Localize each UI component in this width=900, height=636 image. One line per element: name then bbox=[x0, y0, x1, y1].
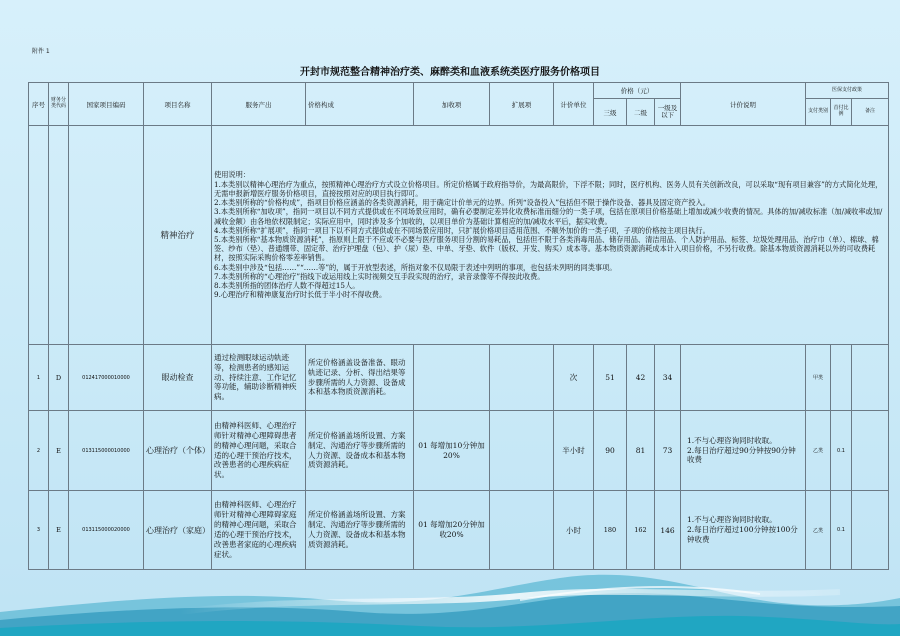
row-finance-code: E bbox=[49, 411, 69, 491]
row-seq: 1 bbox=[29, 345, 49, 411]
price-note-line: 1.不与心理咨询同时收取。 bbox=[687, 435, 777, 445]
col-header-seq: 序号 bbox=[29, 83, 49, 126]
row-finance-code: E bbox=[49, 491, 69, 570]
row-level2-price: 81 bbox=[627, 411, 655, 491]
row-self-ratio: 0.1 bbox=[831, 491, 852, 570]
col-header-level2: 二级 bbox=[627, 99, 655, 126]
category-notes bbox=[212, 126, 889, 345]
row-item-name: 心理治疗（家庭） bbox=[144, 491, 212, 570]
note-line: 5.本类别所称“基本物质资源消耗”，指原则上限于不应或不必要与医疗服务项目分割的易耗品，包括但不限于各类消毒用品、储存用品、清洁用品、个人防护用品、标签、垃圾处理用品、治疗巾（单）、棉球、棉签、纱布（垫）、普通绷带、固定带、治疗护理盘（包）、护（尿）垫、中单、牙垫、软件（版权、开发、购买）成本等。基本物质资源消耗成本计入项目价格，不另行收费。除基本物质资源消耗以外的可收费耗材，按照实际采购价格零差率销售。 bbox=[214, 235, 879, 263]
col-header-item-name: 项目名称 bbox=[144, 83, 212, 126]
row-item-name: 眼动检查 bbox=[144, 345, 212, 411]
note-line: 6.本类别中涉及“包括……”“……等”的，属于开放型表述，所指对象不仅局限于表述中列明的事项，也包括未列明的同类事项。 bbox=[214, 262, 617, 272]
col-header-unit: 计价单位 bbox=[554, 83, 594, 126]
row-self-ratio bbox=[831, 345, 852, 411]
row-level2-price: 162 bbox=[627, 491, 655, 570]
row-price-composition: 所定价格涵盖场所设置、方案制定、沟通治疗等步骤所需的人力资源、设备成本和基本物质资源消耗。 bbox=[306, 411, 414, 491]
note-line: 7.本类别所称的“心理治疗”指线下或运用线上实时视频交互手段实现的治疗，录音录像等不得按此收费。 bbox=[214, 271, 545, 281]
row-level2-price: 42 bbox=[627, 345, 655, 411]
row-national-code: 013115000010000 bbox=[69, 411, 144, 491]
row-addon: 01 每增加10分钟加20% bbox=[414, 411, 490, 491]
row-level1-price: 73 bbox=[655, 411, 681, 491]
table-row bbox=[29, 411, 889, 491]
row-level3-price: 180 bbox=[594, 491, 627, 570]
col-header-price-composition: 价格构成 bbox=[306, 83, 414, 126]
note-line: 8.本类别所指的团体治疗人数不得超过15人。 bbox=[214, 281, 360, 291]
row-extension bbox=[490, 491, 554, 570]
note-line: 使用说明： bbox=[214, 170, 250, 180]
col-header-service-output: 服务产出 bbox=[212, 83, 306, 126]
row-pay-category: 甲类 bbox=[806, 345, 831, 411]
col-header-remark: 备注 bbox=[852, 99, 889, 126]
col-header-national-code: 国家项目编码 bbox=[69, 83, 144, 126]
row-unit: 小时 bbox=[554, 491, 594, 570]
row-price-note bbox=[681, 491, 806, 570]
row-remark bbox=[852, 345, 889, 411]
row-level1-price: 34 bbox=[655, 345, 681, 411]
row-price-note bbox=[681, 345, 806, 411]
price-table bbox=[28, 82, 889, 570]
col-header-price-note: 计价说明 bbox=[681, 83, 806, 126]
note-line: 1.本类别以精神心理治疗为重点，按照精神心理治疗方式设立价格项目。所定价格属于政府指导价，为最高限价，下浮不限；同时，医疗机构、医务人员有关创新改良，可以采取“现有项目兼容”的方式简化处理，无需申报新增医疗服务价格项目，直接按照对应的项目执行即可。 bbox=[214, 179, 883, 198]
note-line: 4.本类别所称“扩展项”，指同一项目下以不同方式提供或在不同场景应用时，只扩展价格项目适用范围、不额外加价的一类子项，子项的价格按主项目执行。 bbox=[214, 225, 710, 235]
row-extension bbox=[490, 411, 554, 491]
row-item-name: 心理治疗（个体） bbox=[144, 411, 212, 491]
row-price-composition: 所定价格涵盖场所设置、方案制定、沟通治疗等步骤所需的人力资源、设备成本和基本物质资源消耗。 bbox=[306, 491, 414, 570]
row-level3-price: 90 bbox=[594, 411, 627, 491]
price-note-line: 2.每日治疗超过90分钟按90分钟收费 bbox=[687, 445, 796, 465]
price-note-line: 2.每日治疗超过100分钟按100分钟收费 bbox=[687, 525, 798, 544]
row-addon: 01 每增加20分钟加收20% bbox=[414, 491, 490, 570]
col-header-extension: 扩展项 bbox=[490, 83, 554, 126]
category-row bbox=[29, 126, 889, 345]
row-seq: 2 bbox=[29, 411, 49, 491]
col-header-self-ratio: 首付比例 bbox=[831, 99, 852, 126]
row-service-output: 通过检测眼球运动轨迹等，检测患者的感知运动、持续注意、工作记忆等功能，辅助诊断精神疾病。 bbox=[212, 345, 306, 411]
row-self-ratio: 0.1 bbox=[831, 411, 852, 491]
attachment-label: 附件 1 bbox=[32, 48, 50, 55]
row-national-code: 013115000020000 bbox=[69, 491, 144, 570]
col-header-level1: 一级及以下 bbox=[655, 99, 681, 126]
row-price-composition: 所定价格涵盖设备准备、眼动轨迹记录、分析、得出结果等步骤所需的人力资源、设备成本和基本物质资源消耗。 bbox=[306, 345, 414, 411]
row-national-code: 012417000010000 bbox=[69, 345, 144, 411]
note-line: 2.本类别所称的“价格构成”，指项目价格应涵盖的各类资源消耗，用于确定计价单元的边界。所列“设备投入”包括但不限于操作设备、器具及固定资产投入。 bbox=[214, 198, 710, 208]
note-line: 9.心理治疗和精神康复治疗时长低于半小时不得收费。 bbox=[214, 290, 387, 300]
col-header-level3: 三级 bbox=[594, 99, 627, 126]
row-price-note bbox=[681, 411, 806, 491]
header-row-1 bbox=[29, 83, 889, 99]
row-pay-category: 乙类 bbox=[806, 411, 831, 491]
col-header-addon: 加收项 bbox=[414, 83, 490, 126]
row-unit: 半小时 bbox=[554, 411, 594, 491]
row-addon bbox=[414, 345, 490, 411]
table-row bbox=[29, 345, 889, 411]
row-extension bbox=[490, 345, 554, 411]
row-service-output: 由精神科医师、心理治疗师针对精神心理障碍家庭的精神心理问题，采取合适的心理干预治疗技术，改善患者家庭的心理疾病症状。 bbox=[212, 491, 306, 570]
row-remark bbox=[852, 411, 889, 491]
row-service-output: 由精神科医师、心理治疗师针对精神心理障碍患者的精神心理问题，采取合适的心理干预治疗技术，改善患者的心理疾病症状。 bbox=[212, 411, 306, 491]
note-line: 3.本类别所称“加收项”，指同一项目以不同方式提供或在不同场景应用时，确有必要制定差异化收费标准而细分的一类子项，包括在原项目价格基础上增加或减少收费的情况。具体的加/减收标准（加/减收率或加/减收金额）由各地依权限制定；实际应用中，同时涉及多个加收的，以项目单价为基础计算相应的加/减收水平后，据实收费。 bbox=[214, 207, 883, 226]
row-remark bbox=[852, 491, 889, 570]
col-header-price-group: 价格（元） bbox=[594, 83, 681, 99]
row-unit: 次 bbox=[554, 345, 594, 411]
page-title: 开封市规范整合精神治疗类、麻醉类和血液系统类医疗服务价格项目 bbox=[300, 67, 600, 78]
row-pay-category: 乙类 bbox=[806, 491, 831, 570]
row-level1-price: 146 bbox=[655, 491, 681, 570]
col-header-insurance-group: 医保支付政策 bbox=[806, 83, 889, 99]
row-level3-price: 51 bbox=[594, 345, 627, 411]
category-name: 精神治疗 bbox=[144, 126, 212, 345]
row-finance-code: D bbox=[49, 345, 69, 411]
row-seq: 3 bbox=[29, 491, 49, 570]
table-row bbox=[29, 491, 889, 570]
col-header-pay-category: 支付类别 bbox=[806, 99, 831, 126]
col-header-finance-code: 财务分类代码 bbox=[49, 83, 69, 126]
price-note-line: 1.不与心理咨询同时收取。 bbox=[687, 515, 777, 525]
